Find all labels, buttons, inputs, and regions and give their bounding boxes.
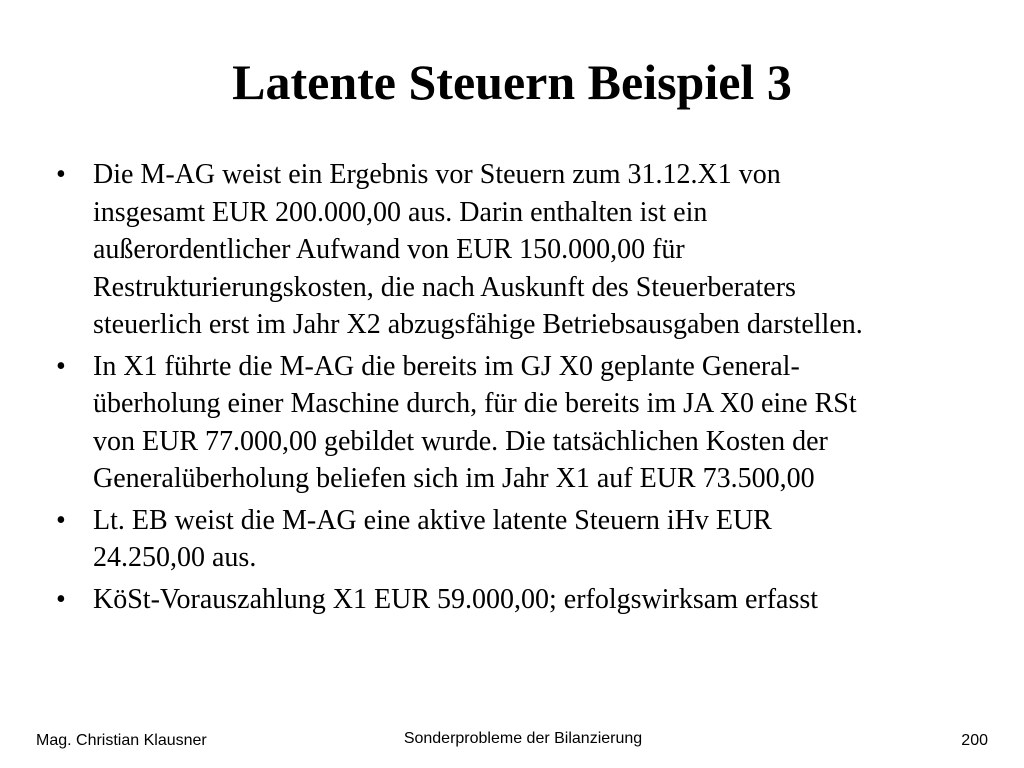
bullet-text-line: In X1 führte die M-AG die bereits im GJ X0 geplante General-	[93, 350, 800, 382]
bullet-icon: •	[56, 583, 66, 615]
list-item	[56, 581, 976, 619]
slide-title: Latente Steuern Beispiel 3	[232, 54, 792, 110]
bullet-text-line: insgesamt EUR 200.000,00 aus. Darin enthalten ist ein	[93, 196, 708, 228]
bullet-icon: •	[56, 159, 66, 190]
bullet-text-line: Die M-AG weist ein Ergebnis vor Steuern zum 31.12.X1 von	[93, 159, 781, 190]
bullet-text-line: von EUR 77.000,00 gebildet wurde. Die tatsächlichen Kosten der	[93, 425, 828, 457]
list-item	[56, 348, 976, 498]
bullet-text-line: 24.250,00 aus.	[93, 542, 257, 573]
list-item	[56, 502, 976, 577]
bullet-list	[56, 156, 976, 622]
list-item	[56, 156, 976, 344]
bullet-text-line: überholung einer Maschine durch, für die bereits im JA X0 eine RSt	[93, 388, 857, 419]
bullet-text-line: Restrukturierungskosten, die nach Auskunft des Steuerberaters	[93, 271, 796, 303]
page-number: 200	[961, 732, 988, 749]
bullet-text-line: steuerlich erst im Jahr X2 abzugsfähige Betriebsausgaben darstellen.	[93, 309, 863, 340]
bullet-icon: •	[56, 504, 66, 536]
bullet-text-line: KöSt-Vorauszahlung X1 EUR 59.000,00; erfolgswirksam erfasst	[93, 583, 819, 615]
footer-author: Mag. Christian Klausner	[36, 732, 207, 749]
bullet-text-line: Generalüberholung beliefen sich im Jahr X1 auf EUR 73.500,00	[93, 463, 815, 494]
bullet-icon: •	[56, 350, 66, 382]
footer-topic: Sonderprobleme der Bilanzierung	[403, 730, 643, 747]
bullet-text-line: außerordentlicher Aufwand von EUR 150.000,00 für	[93, 234, 685, 265]
bullet-text-line: Lt. EB weist die M-AG eine aktive latente Steuern iHv EUR	[93, 504, 772, 536]
